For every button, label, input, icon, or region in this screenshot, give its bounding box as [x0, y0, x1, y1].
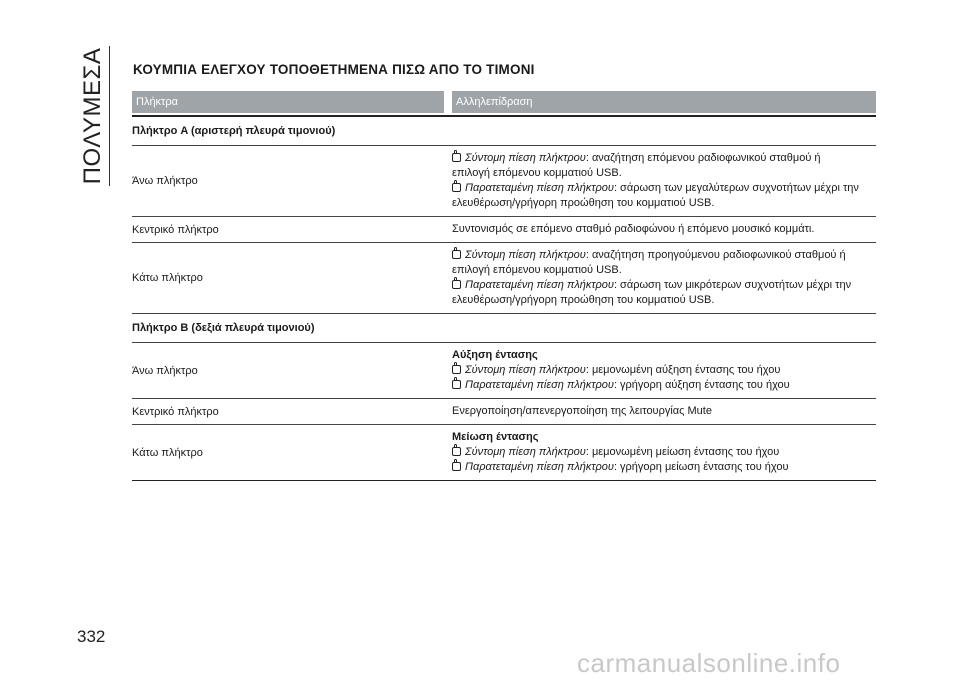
- interaction-cell: [452, 425, 876, 480]
- table-row: [132, 243, 876, 314]
- press-text: : γρήγορη αύξηση έντασης του ήχου: [613, 379, 790, 391]
- interaction-heading: Μείωση έντασης: [452, 431, 539, 443]
- hand-press-icon: [452, 447, 461, 456]
- press-text: : αναζήτηση επόμενου ραδιοφωνικού σταθμού ή: [585, 152, 821, 164]
- page-number: 332: [77, 627, 106, 646]
- press-label: Παρατεταμένη πίεση πλήκτρου: [465, 461, 614, 473]
- press-text: : γρήγορη μείωση έντασης του ήχου: [613, 461, 789, 473]
- section-button-b: Πλήκτρο B (δεξιά πλευρά τιμονιού): [132, 314, 876, 343]
- press-text: : σάρωση των μεγαλύτερων συχνοτήτων μέχρι την: [613, 182, 859, 194]
- hand-press-icon: [452, 462, 461, 471]
- hand-press-icon: [452, 280, 461, 289]
- hand-press-icon: [452, 365, 461, 374]
- chapter-tab: [76, 46, 110, 186]
- press-text: : σάρωση των μικρότερων συχνοτήτων μέχρι την: [613, 279, 852, 291]
- key-name: Άνω πλήκτρο: [132, 364, 198, 377]
- press-text-cont: επιλογή επόμενου κομματιού USB.: [452, 264, 622, 276]
- chapter-title: ΠΟΛΥΜΕΣΑ: [79, 47, 106, 185]
- hand-press-icon: [452, 183, 461, 192]
- press-text-cont: επιλογή επόμενου κομματιού USB.: [452, 167, 622, 179]
- press-text: : μεμονωμένη μείωση έντασης του ήχου: [585, 446, 780, 458]
- press-label: Σύντομη πίεση πλήκτρου: [465, 152, 586, 164]
- interaction-cell: [452, 243, 876, 313]
- table-row: [132, 399, 876, 425]
- interaction-cell: [452, 343, 876, 398]
- table-row: [132, 217, 876, 243]
- press-label: Παρατεταμένη πίεση πλήκτρου: [465, 379, 614, 391]
- controls-table: [132, 91, 876, 481]
- key-name: Κεντρικό πλήκτρο: [132, 405, 219, 418]
- press-label: Παρατεταμένη πίεση πλήκτρου: [465, 279, 614, 291]
- chapter-divider: [109, 46, 110, 186]
- table-row: [132, 146, 876, 217]
- interaction-heading: Αύξηση έντασης: [452, 349, 538, 361]
- hand-press-icon: [452, 380, 461, 389]
- hand-press-icon: [452, 250, 461, 259]
- interaction-cell: [452, 146, 876, 216]
- press-label: Σύντομη πίεση πλήκτρου: [465, 249, 586, 261]
- interaction-cell: Ενεργοποίηση/απενεργοποίηση της λειτουργίας Mute: [452, 405, 712, 417]
- table-header: [132, 91, 876, 113]
- key-name: Κάτω πλήκτρο: [132, 272, 203, 284]
- hand-press-icon: [452, 153, 461, 162]
- press-text-cont: ελευθέρωση/γρήγορη προώθηση του κομματιού USB.: [452, 197, 715, 209]
- interaction-cell: Συντονισμός σε επόμενο σταθμό ραδιοφώνου ή επόμενο μουσικό κομμάτι.: [452, 223, 815, 235]
- key-name: Κεντρικό πλήκτρο: [132, 223, 219, 236]
- header-keys: Πλήκτρα: [136, 96, 179, 108]
- header-gap: [444, 91, 452, 113]
- press-text-cont: ελευθέρωση/γρήγορη προώθηση του κομματιού USB.: [452, 294, 715, 306]
- table-row: [132, 425, 876, 481]
- page-title: ΚΟΥΜΠΙΑ ΕΛΕΓΧΟΥ ΤΟΠΟΘΕΤΗΜΕΝΑ ΠΙΣΩ ΑΠΟ ΤΟ ΤΙΜΟΝΙ: [133, 62, 535, 77]
- table-row: [132, 343, 876, 399]
- press-label: Σύντομη πίεση πλήκτρου: [465, 446, 586, 458]
- watermark: carmanualsonline.info: [577, 648, 841, 678]
- key-name: Κάτω πλήκτρο: [132, 446, 203, 459]
- press-text: : μεμονωμένη αύξηση έντασης του ήχου: [585, 364, 781, 376]
- press-label: Σύντομη πίεση πλήκτρου: [465, 364, 586, 376]
- key-name: Άνω πλήκτρο: [132, 175, 198, 187]
- press-label: Παρατεταμένη πίεση πλήκτρου: [465, 182, 614, 194]
- press-text: : αναζήτηση προηγούμενου ραδιοφωνικού σταθμού ή: [585, 249, 846, 261]
- section-button-a: Πλήκτρο A (αριστερή πλευρά τιμονιού): [132, 117, 876, 146]
- header-interaction: Αλληλεπίδραση: [456, 96, 533, 108]
